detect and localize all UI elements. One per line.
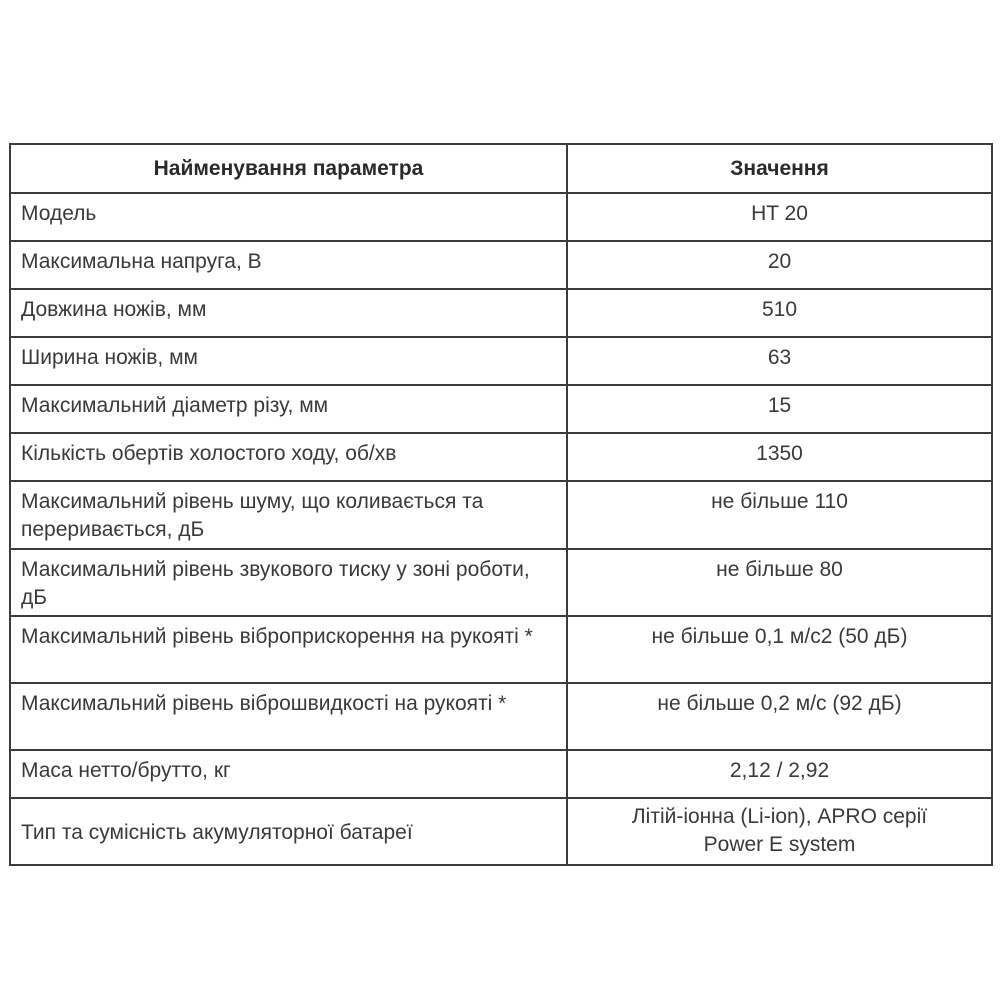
header-parameter-name: Найменування параметра [10, 144, 567, 193]
value-cell: 510 [567, 289, 992, 337]
param-cell: Максимальна напруга, В [10, 241, 567, 289]
param-cell: Маса нетто/брутто, кг [10, 750, 567, 798]
value-cell: 2,12 / 2,92 [567, 750, 992, 798]
value-cell: 15 [567, 385, 992, 433]
value-cell: не більше 0,2 м/с (92 дБ) [567, 683, 992, 750]
param-cell: Довжина ножів, мм [10, 289, 567, 337]
param-cell: Ширина ножів, мм [10, 337, 567, 385]
table-row [10, 683, 992, 750]
table-row [10, 241, 992, 289]
param-cell: Кількість обертів холостого ходу, об/хв [10, 433, 567, 481]
value-cell: не більше 110 [567, 481, 992, 549]
value-cell: 1350 [567, 433, 992, 481]
table-row [10, 193, 992, 241]
table-row [10, 385, 992, 433]
table-row [10, 798, 992, 865]
table-row [10, 481, 992, 549]
value-cell: не більше 0,1 м/с2 (50 дБ) [567, 616, 992, 683]
table-row [10, 433, 992, 481]
param-cell: Максимальний рівень віброшвидкості на рукояті * [10, 683, 567, 750]
value-cell: Літій-іонна (Li-ion), APRO серії Power E system [567, 798, 992, 865]
param-cell: Максимальний рівень шуму, що коливається та переривається, дБ [10, 481, 567, 549]
table-row [10, 616, 992, 683]
table-header-row [10, 144, 992, 193]
table-row [10, 337, 992, 385]
specifications-table [9, 143, 993, 866]
param-cell: Максимальний діаметр різу, мм [10, 385, 567, 433]
table-row [10, 750, 992, 798]
value-cell: не більше 80 [567, 549, 992, 616]
param-cell: Максимальний рівень віброприскорення на рукояті * [10, 616, 567, 683]
table-row [10, 289, 992, 337]
header-value: Значення [567, 144, 992, 193]
value-cell: 20 [567, 241, 992, 289]
value-cell: HT 20 [567, 193, 992, 241]
param-cell: Тип та сумісність акумуляторної батареї [10, 798, 567, 865]
value-cell: 63 [567, 337, 992, 385]
param-cell: Модель [10, 193, 567, 241]
table-row [10, 549, 992, 616]
param-cell: Максимальний рівень звукового тиску у зоні роботи, дБ [10, 549, 567, 616]
